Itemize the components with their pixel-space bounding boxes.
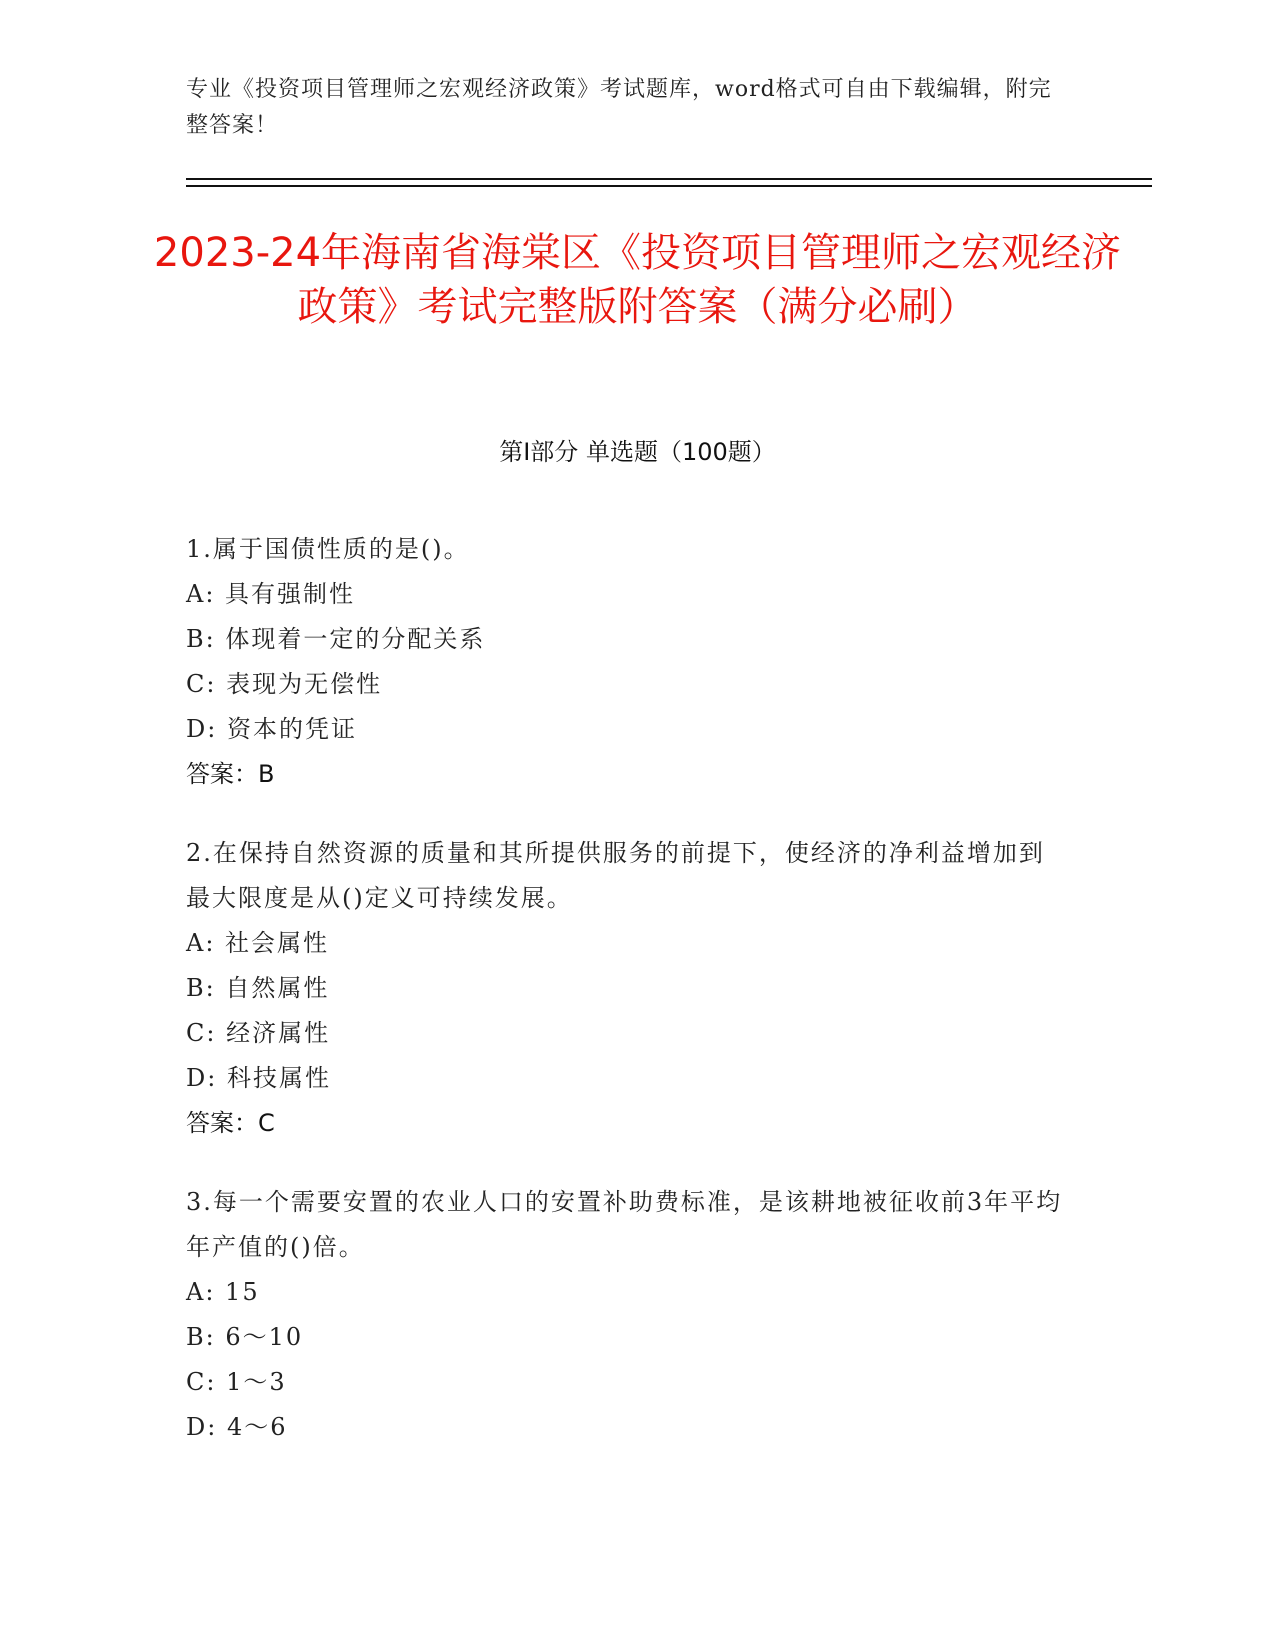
answer-label: 答案：	[186, 1109, 258, 1137]
question-list	[186, 527, 1066, 1484]
answer-line	[186, 1101, 1066, 1146]
header-note: 专业《投资项目管理师之宏观经济政策》考试题库，word格式可自由下载编辑，附完整答案！	[186, 77, 1052, 138]
header-divider-secondary	[186, 185, 1152, 187]
question-item	[186, 1180, 1066, 1450]
option-b: B: 自然属性	[186, 974, 330, 1002]
answer-label: 答案：	[186, 760, 258, 788]
option-c: C: 经济属性	[186, 1019, 331, 1047]
option-d: D: 资本的凭证	[186, 715, 357, 743]
option-a: A: 具有强制性	[186, 580, 356, 608]
question-stem: 2.在保持自然资源的质量和其所提供服务的前提下，使经济的净利益增加到最大限度是从()定义可持续发展。	[186, 839, 1045, 912]
option-b: B: 体现着一定的分配关系	[186, 625, 486, 653]
section-title: 第I部分 单选题（100题）	[499, 438, 776, 466]
answer-value: C	[258, 1109, 275, 1137]
document-title: 2023-24年海南省海棠区《投资项目管理师之宏观经济政策》考试完整版附答案（满分必刷）	[153, 230, 1122, 330]
option-c: C: 表现为无偿性	[186, 670, 383, 698]
option-a: A: 社会属性	[186, 929, 330, 957]
header-divider	[186, 178, 1152, 180]
option-d: D: 科技属性	[186, 1064, 331, 1092]
question-stem: 3.每一个需要安置的农业人口的安置补助费标准，是该耕地被征收前3年平均年产值的()倍。	[186, 1188, 1063, 1261]
answer-value: B	[258, 760, 275, 788]
option-b: B: 6～10	[186, 1323, 304, 1351]
answer-line	[186, 752, 1066, 797]
option-d: D: 4～6	[186, 1413, 288, 1441]
question-stem: 1.属于国债性质的是()。	[186, 535, 470, 563]
question-item	[186, 831, 1066, 1146]
option-a: A: 15	[186, 1278, 260, 1306]
question-item	[186, 527, 1066, 797]
option-c: C: 1～3	[186, 1368, 287, 1396]
